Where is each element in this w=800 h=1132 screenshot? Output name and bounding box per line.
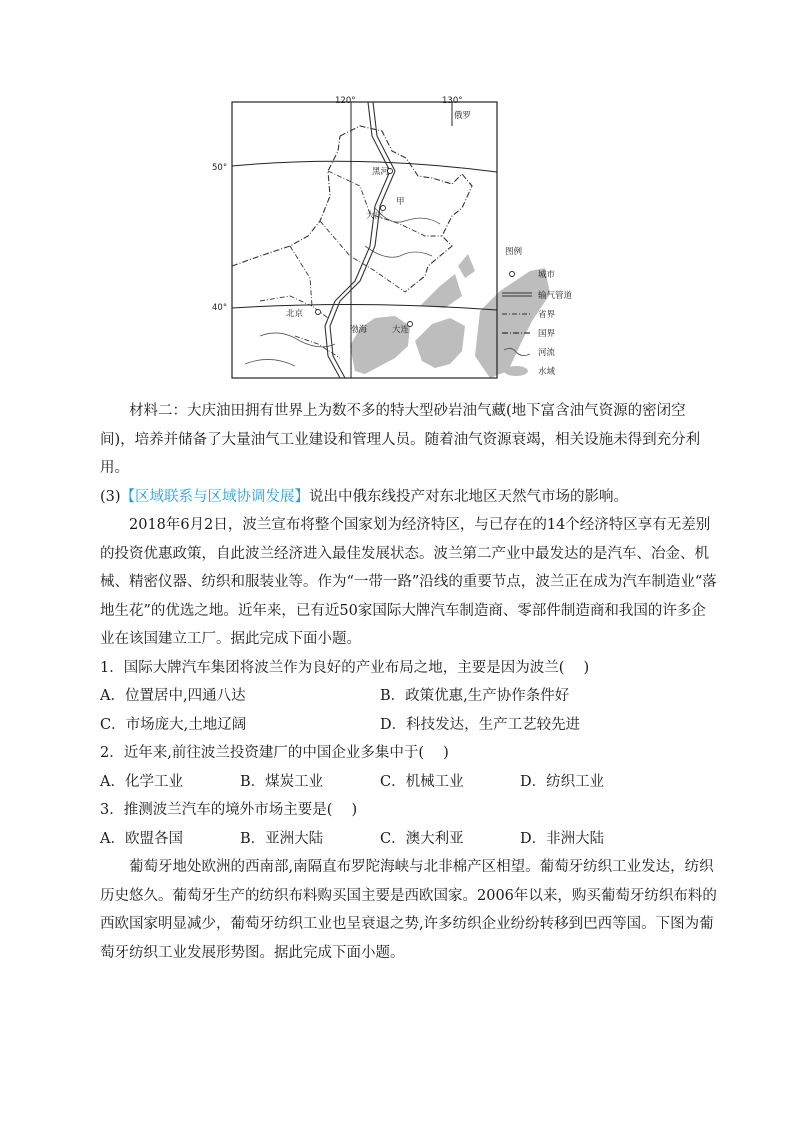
- legend-river: 河流: [538, 348, 556, 358]
- place-jia: 甲: [396, 197, 405, 207]
- question-2-option-c: C．机械工业: [380, 773, 464, 790]
- lon-label-130: 130°: [442, 96, 463, 106]
- legend-water: 水域: [538, 367, 556, 377]
- question-3-options: [100, 825, 720, 854]
- legend-city: 城市: [538, 270, 556, 280]
- lon-label-120: 120°: [335, 96, 356, 106]
- legend-pipeline: 输气管道: [538, 291, 573, 301]
- portugal-paragraph: 葡萄牙地处欧洲的西南部,南隔直布罗陀海峡与北非棉产区相望。葡萄牙纺织工业发达，纺织历史悠久。葡萄牙生产的纺织布料购买国主要是西欧国家。2006年以来，购买葡萄牙纺织布料的西欧国家明显减少，葡萄牙纺织工业也呈衰退之势,许多纺织企业纷纷转移到巴西等国。下图为葡萄牙纺织工业发展形势图。据此完成下面小题。: [100, 859, 717, 961]
- question-3-tag: 【区域联系与区域协调发展】: [120, 488, 310, 505]
- poland-paragraph: 2018年6月2日，波兰宣布将整个国家划为经济特区，与已存在的14个经济特区享有无差别的投资优惠政策，自此波兰经济进入最佳发展状态。波兰第二产业中最发达的是汽车、冶金、机械、精密仪器、纺织和服装业等。作为“一带一路”沿线的重要节点，波兰正在成为汽车制造业“落地生花”的优选之地。近年来，已有近50家国际大牌汽车制造商、零部件制造商和我国的许多企业在该国建立工厂。据此完成下面小题。: [100, 517, 717, 647]
- place-heihe: 黑河: [372, 167, 390, 177]
- material-two: 材料二：大庆油田拥有世界上为数不多的特大型砂岩油气藏(地下富含油气资源的密闭空间)，培养并储备了大量油气工业建设和管理人员。随着油气资源衰竭，相关设施未得到充分利用。: [100, 403, 701, 476]
- map-figure: [200, 96, 600, 386]
- question-1-options-row-1: [100, 682, 720, 711]
- question-3-option-c: C．澳大利亚: [380, 830, 464, 847]
- question-1-option-d: D．科技发达，生产工艺较先进: [380, 716, 581, 733]
- question-2-option-d: D．纺织工业: [520, 773, 605, 790]
- legend-border: 国界: [538, 329, 556, 339]
- question-1-option-b: B．政策优惠,生产协作条件好: [380, 688, 570, 704]
- corner-label: 俄罗: [454, 111, 472, 121]
- question-1-options-row-2: [100, 711, 720, 740]
- question-3-stem: 3．推测波兰汽车的境外市场主要是( ): [100, 802, 358, 818]
- document-body: [100, 397, 720, 967]
- question-2-options: [100, 768, 720, 797]
- question-1-option-a: A．位置居中,四通八达: [100, 688, 246, 704]
- legend-province: 省界: [538, 310, 556, 320]
- water-bodies: [350, 254, 550, 378]
- map-svg: [200, 96, 600, 386]
- question-3-line: [100, 483, 720, 512]
- question-2-stem: 2．近年来,前往波兰投资建厂的中国企业多集中于( ): [100, 745, 449, 761]
- question-3-option-a: A．欧盟各国: [100, 830, 183, 847]
- question-2-option-a: A．化学工业: [100, 773, 183, 790]
- lat-label-50: 50°: [212, 163, 228, 173]
- legend-water-symbol: [504, 366, 528, 376]
- legend-title: 图例: [505, 247, 523, 257]
- place-bohai: 渤海: [350, 325, 368, 335]
- question-3-number: (3): [100, 488, 121, 505]
- place-daqing: 大庆: [366, 211, 384, 221]
- national-border: [340, 126, 472, 292]
- question-2-option-b: B．煤炭工业: [240, 773, 324, 790]
- question-1-option-c: C．市场庞大,土地辽阔: [100, 716, 247, 733]
- question-3-option-b: B．亚洲大陆: [240, 830, 324, 847]
- legend-city-symbol: [510, 272, 515, 277]
- question-3-option-d: D．非洲大陆: [520, 830, 605, 847]
- question-1-stem: 1．国际大牌汽车集团将波兰作为良好的产业布局之地，主要是因为波兰( ): [100, 659, 590, 676]
- city-markers: [316, 169, 413, 327]
- place-dalian: 大连: [392, 325, 410, 335]
- place-beijing: 北京: [286, 309, 304, 319]
- question-3-text: 说出中俄东线投产对东北地区天然气市场的影响。: [309, 488, 629, 505]
- lat-label-40: 40°: [212, 303, 228, 313]
- national-border-west: [232, 136, 340, 266]
